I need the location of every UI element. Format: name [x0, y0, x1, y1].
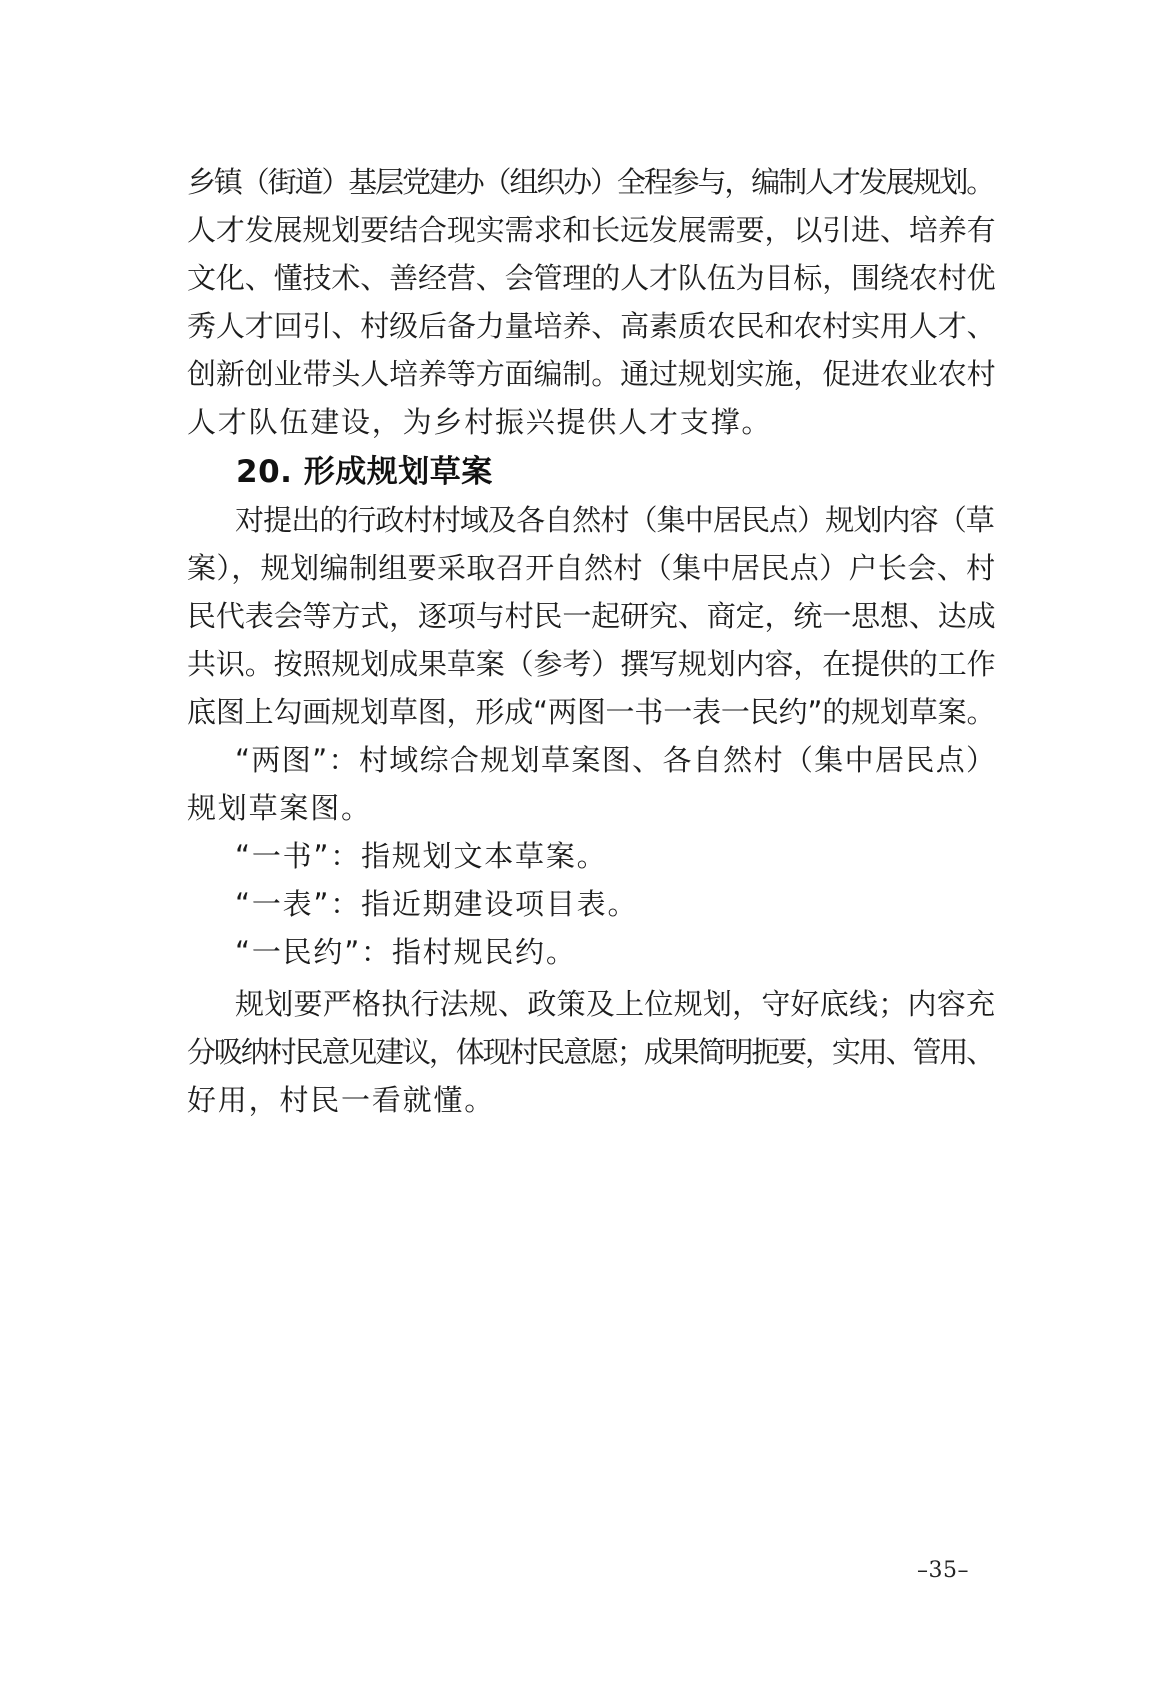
paragraph-line: 规划要严格执行法规、政策及上位规划，守好底线；内容充 — [235, 987, 996, 1021]
paragraph-line: 案），规划编制组要采取召开自然村（集中居民点）户长会、村 — [187, 551, 996, 585]
paragraph-line: “一民约”：指村规民约。 — [235, 935, 577, 969]
paragraph-line: 创新创业带头人培养等方面编制。通过规划实施，促进农业农村 — [187, 357, 996, 391]
paragraph-line: “一表”：指近期建设项目表。 — [235, 887, 639, 921]
paragraph-line: 乡镇（街道）基层党建办（组织办）全程参与，编制人才发展规划。 — [187, 165, 994, 199]
paragraph-line: 共识。按照规划成果草案（参考）撰写规划内容，在提供的工作 — [187, 647, 996, 681]
page-number: –35– — [917, 1558, 969, 1583]
section-heading: 20. 形成规划草案 — [236, 454, 493, 490]
paragraph-line: 好用，村民一看就懂。 — [187, 1083, 496, 1117]
paragraph-line: 民代表会等方式，逐项与村民一起研究、商定，统一思想、达成 — [187, 599, 996, 633]
paragraph-line: 分吸纳村民意见建议，体现村民意愿；成果简明扼要，实用、管用、 — [187, 1035, 994, 1069]
paragraph-line: “一书”：指规划文本草案。 — [235, 839, 608, 873]
paragraph-line: 对提出的行政村村域及各自然村（集中居民点）规划内容（草 — [235, 503, 994, 537]
paragraph-line: 人才队伍建设，为乡村振兴提供人才支撑。 — [187, 405, 773, 439]
paragraph-line: 规划草案图。 — [187, 791, 372, 825]
paragraph-line: “两图”：村域综合规划草案图、各自然村（集中居民点） — [235, 743, 997, 777]
paragraph-line: 底图上勾画规划草图，形成“两图一书一表一民约”的规划草案。 — [187, 695, 996, 729]
paragraph-line: 文化、懂技术、善经营、会管理的人才队伍为目标，围绕农村优 — [187, 261, 996, 295]
paragraph-line: 人才发展规划要结合现实需求和长远发展需要，以引进、培养有 — [187, 213, 996, 247]
paragraph-line: 秀人才回引、村级后备力量培养、高素质农民和农村实用人才、 — [187, 309, 996, 343]
